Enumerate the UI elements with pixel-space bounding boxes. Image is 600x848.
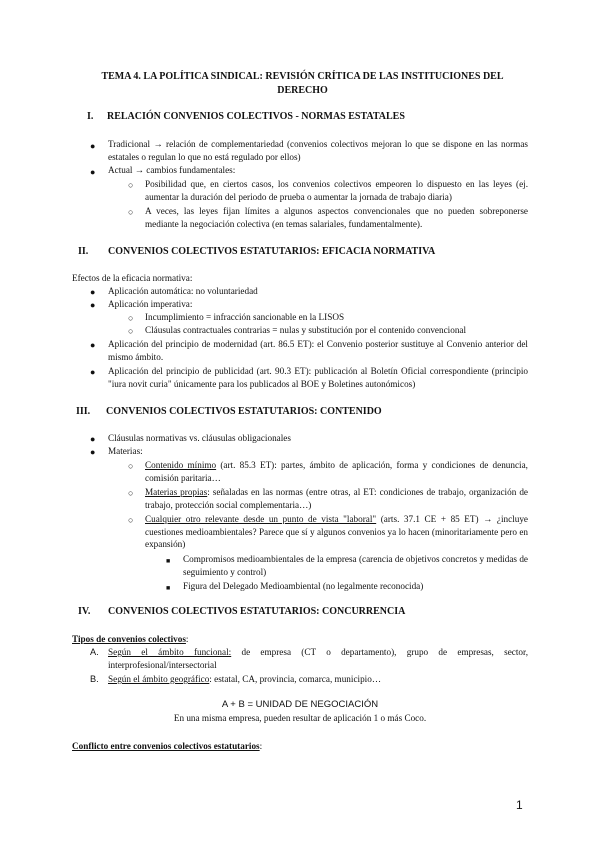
section-title: CONVENIOS COLECTIVOS ESTATUTARIOS: EFICACIA NORMATIVA	[108, 246, 436, 257]
list-item: Aplicación del principio de publicidad (art. 90.3 ET): publicación al Boletín Oficial correspondiente (principio "iura novit curia" únicamente para los publicados al BOE y Boletines autonómicos)	[108, 366, 528, 389]
bullet-icon: ●	[90, 340, 96, 350]
list-item: Aplicación automática: no voluntariedad	[108, 286, 258, 296]
formula: A + B = UNIDAD DE NEGOCIACIÓN	[221, 699, 379, 710]
list-item: Cláusulas normativas vs. cláusulas obligacionales	[108, 433, 291, 443]
subheading-label: Tipos de convenios colectivos	[72, 634, 186, 644]
list-marker: B.	[90, 674, 99, 684]
page-number: 1	[516, 798, 523, 812]
list-item: Materias:	[108, 446, 143, 456]
term-text: : señaladas en las normas (entre otras, al ET: condiciones de trabajo, organización de trabajo, protección social complementaria…)	[145, 487, 528, 510]
sub-bullet-icon: ○	[128, 326, 134, 336]
section-title: CONVENIOS COLECTIVOS ESTATUTARIOS: CONTENIDO	[106, 406, 382, 417]
section-number: II.	[78, 246, 89, 257]
paragraph: Efectos de la eficacia normativa:	[72, 273, 193, 283]
sub-bullet-icon: ○	[128, 313, 134, 323]
term-label: Según el ámbito funcional:	[108, 647, 232, 657]
list-item: A veces, las leyes fijan límites a algunos aspectos convencionales que no pueden sobreponerse mediante la negociación colectiva (en temas salariales, fundamentalmente).	[145, 206, 528, 229]
list-marker: A.	[90, 647, 99, 657]
bullet-icon: ●	[90, 447, 96, 457]
section-number: IV.	[78, 606, 91, 617]
term-text: (art. 85.3 ET): partes, ámbito de aplicación, forma y condiciones de denuncia, comisión paritaria…	[145, 460, 528, 483]
sub-bullet-icon: ○	[128, 515, 134, 525]
paragraph	[72, 633, 512, 646]
list-item: Incumplimiento = infracción sancionable en la LISOS	[145, 312, 345, 322]
bullet-icon: ●	[90, 167, 96, 177]
sub-bullet-icon: ○	[128, 207, 134, 217]
bullet-icon: ●	[90, 141, 96, 151]
sub-bullet-icon: ○	[128, 461, 134, 471]
section-number: I.	[87, 111, 94, 122]
bullet-icon: ●	[90, 434, 96, 444]
list-item	[145, 513, 528, 551]
term-label: Contenido mínimo	[145, 460, 217, 470]
list-item: Posibilidad que, en ciertos casos, los convenios colectivos empeoren lo dispuesto en las leyes (ej. aumentar la duración del periodo de prueba o aumentar la jornada de trabajo diaria)	[145, 179, 528, 202]
section-number: III.	[76, 406, 91, 417]
term-text: : estatal, CA, provincia, comarca, municipio…	[209, 674, 382, 684]
document-title: TEMA 4. LA POLÍTICA SINDICAL: REVISIÓN CRÍTICA DE LAS INSTITUCIONES DEL DERECHO	[101, 71, 504, 96]
square-bullet-icon: ■	[166, 557, 171, 565]
square-bullet-icon: ■	[166, 584, 171, 592]
term-label: Según el ámbito geográfico	[108, 674, 210, 684]
paragraph	[72, 740, 512, 753]
list-item: Aplicación imperativa:	[108, 299, 193, 309]
list-item: Cláusulas contractuales contrarias = nulas y substitución por el contenido convencional	[145, 325, 467, 335]
bullet-icon: ●	[90, 287, 96, 297]
bullet-icon: ●	[90, 300, 96, 310]
list-item: Aplicación del principio de modernidad (art. 86.5 ET): el Convenio posterior sustituye al Convenio anterior del mismo ámbito.	[108, 339, 528, 362]
sub-bullet-icon: ○	[128, 180, 134, 190]
list-item: Compromisos medioambientales de la empresa (carencia de objetivos concretos y medidas de seguimiento y control)	[183, 554, 528, 577]
list-item	[145, 459, 528, 484]
list-item	[145, 486, 528, 511]
bullet-icon: ●	[90, 367, 96, 377]
list-item	[108, 673, 528, 686]
sub-bullet-icon: ○	[128, 488, 134, 498]
list-item	[108, 646, 528, 671]
section-title: RELACIÓN CONVENIOS COLECTIVOS - NORMAS ESTATALES	[107, 111, 405, 122]
subheading-label: Conflicto entre convenios colectivos estatutarios	[72, 741, 260, 751]
term-label: Cualquier otro relevante desde un punto de vista "laboral"	[145, 514, 377, 524]
term-text: de empresa (CT o departamento), grupo de empresas, sector, interprofesional/intersectorial	[108, 647, 528, 670]
term-label: Materias propias	[145, 487, 208, 497]
subheading-colon: :	[185, 634, 189, 644]
formula-note: En una misma empresa, pueden resultar de aplicación 1 o más Coco.	[173, 713, 427, 723]
list-item: Figura del Delegado Medioambiental (no legalmente reconocida)	[183, 581, 424, 591]
list-item: Tradicional → relación de complementariedad (convenios colectivos mejoran lo que se dispone en las normas estatales o regulan lo que no está regulado por ellos)	[108, 139, 528, 162]
list-item: Actual → cambios fundamentales:	[108, 165, 236, 175]
term-text: (arts. 37.1 CE + 85 ET) → ¿incluye cuestiones medioambientales? Parece que sí y algunos convenios ya lo hacen (minoritariamente pero en expansión)	[145, 514, 529, 550]
section-title: CONVENIOS COLECTIVOS ESTATUTARIOS: CONCURRENCIA	[108, 606, 406, 617]
subheading-colon: :	[259, 741, 263, 751]
